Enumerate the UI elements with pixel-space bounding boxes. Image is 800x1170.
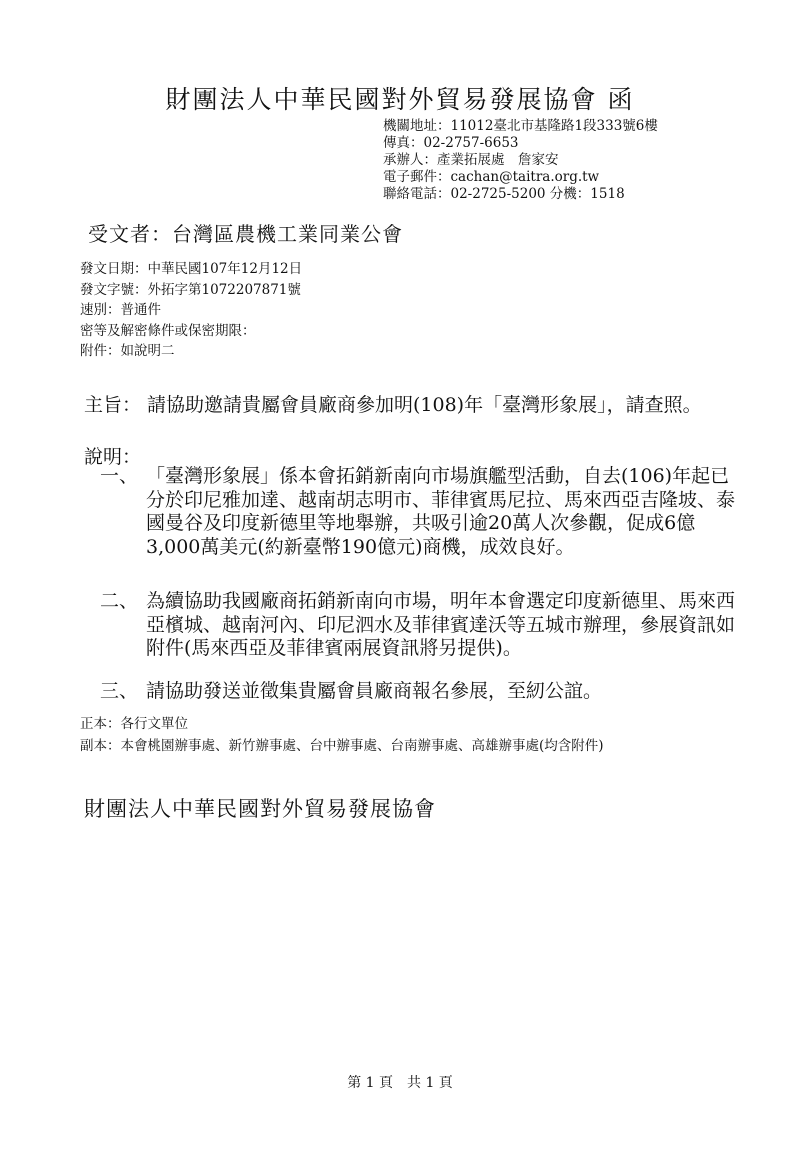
attachment-note: 附件：如說明二 [80,343,175,359]
page-footer: 第 1 頁 共 1 頁 [347,1075,453,1091]
document-meta-block [80,259,302,362]
item-text: 「臺灣形象展」係本會拓銷新南向市場旗艦型活動，自去(106)年起已分於印尼雅加達、越南胡志明市、菲律賓馬尼拉、馬來西亞吉隆坡、泰國曼谷及印度新德里等地舉辦，共吸引逾20萬人次參觀，促成6億3,000萬美元(約新臺幣190億元)商機，成效良好。 [146,465,736,558]
item-number: 二、 [100,590,139,612]
issue-date: 發文日期：中華民國107年12月12日 [80,261,303,277]
item-text: 為續協助我國廠商拓銷新南向市場，明年本會選定印度新德里、馬來西亞檳城、越南河內、印尼泗水及菲律賓達沃等五城市辦理，參展資訊如附件(馬來西亞及菲律賓兩展資訊將另提供)。 [146,590,736,659]
document-number: 發文字號：外拓字第1072207871號 [80,281,301,298]
recipient-line: 受文者：台灣區農機工業同業公會 [88,222,403,246]
sender-address: 機關地址：11012臺北市基隆路1段333號6樓 [383,118,658,134]
sender-fax: 傳真：02-2757-6653 [383,135,519,151]
sender-email: 電子郵件：cachan@taitra.org.tw [383,169,600,185]
explanation-label: 說明： [84,446,142,468]
sender-handler: 承辦人：產業拓展處 詹家安 [383,152,559,168]
subject-text: 請協助邀請貴屬會員廠商參加明(108)年「臺灣形象展」，請查照。 [147,394,702,416]
original-recipients: 正本：各行文單位 [80,716,188,732]
subject-label: 主旨： [84,394,142,416]
letter-title: 財團法人中華民國對外貿易發展協會 函 [165,85,635,114]
copy-recipients: 副本：本會桃園辦事處、新竹辦事處、台中辦事處、台南辦事處、高雄辦事處(均含附件) [80,738,604,754]
signature-line: 財團法人中華民國對外貿易發展協會 [84,797,436,821]
urgency: 速別：普通件 [80,302,161,318]
classification: 密等及解密條件或保密期限： [80,322,256,339]
sender-phone: 聯絡電話：02-2725-5200 分機：1518 [383,186,625,202]
item-text: 請協助發送並徵集貴屬會員廠商報名參展，至紉公誼。 [146,680,603,702]
distribution-block [80,713,604,757]
item-number: 一、 [100,465,139,487]
sender-contact-block [383,118,658,203]
item-number: 三、 [100,680,139,702]
